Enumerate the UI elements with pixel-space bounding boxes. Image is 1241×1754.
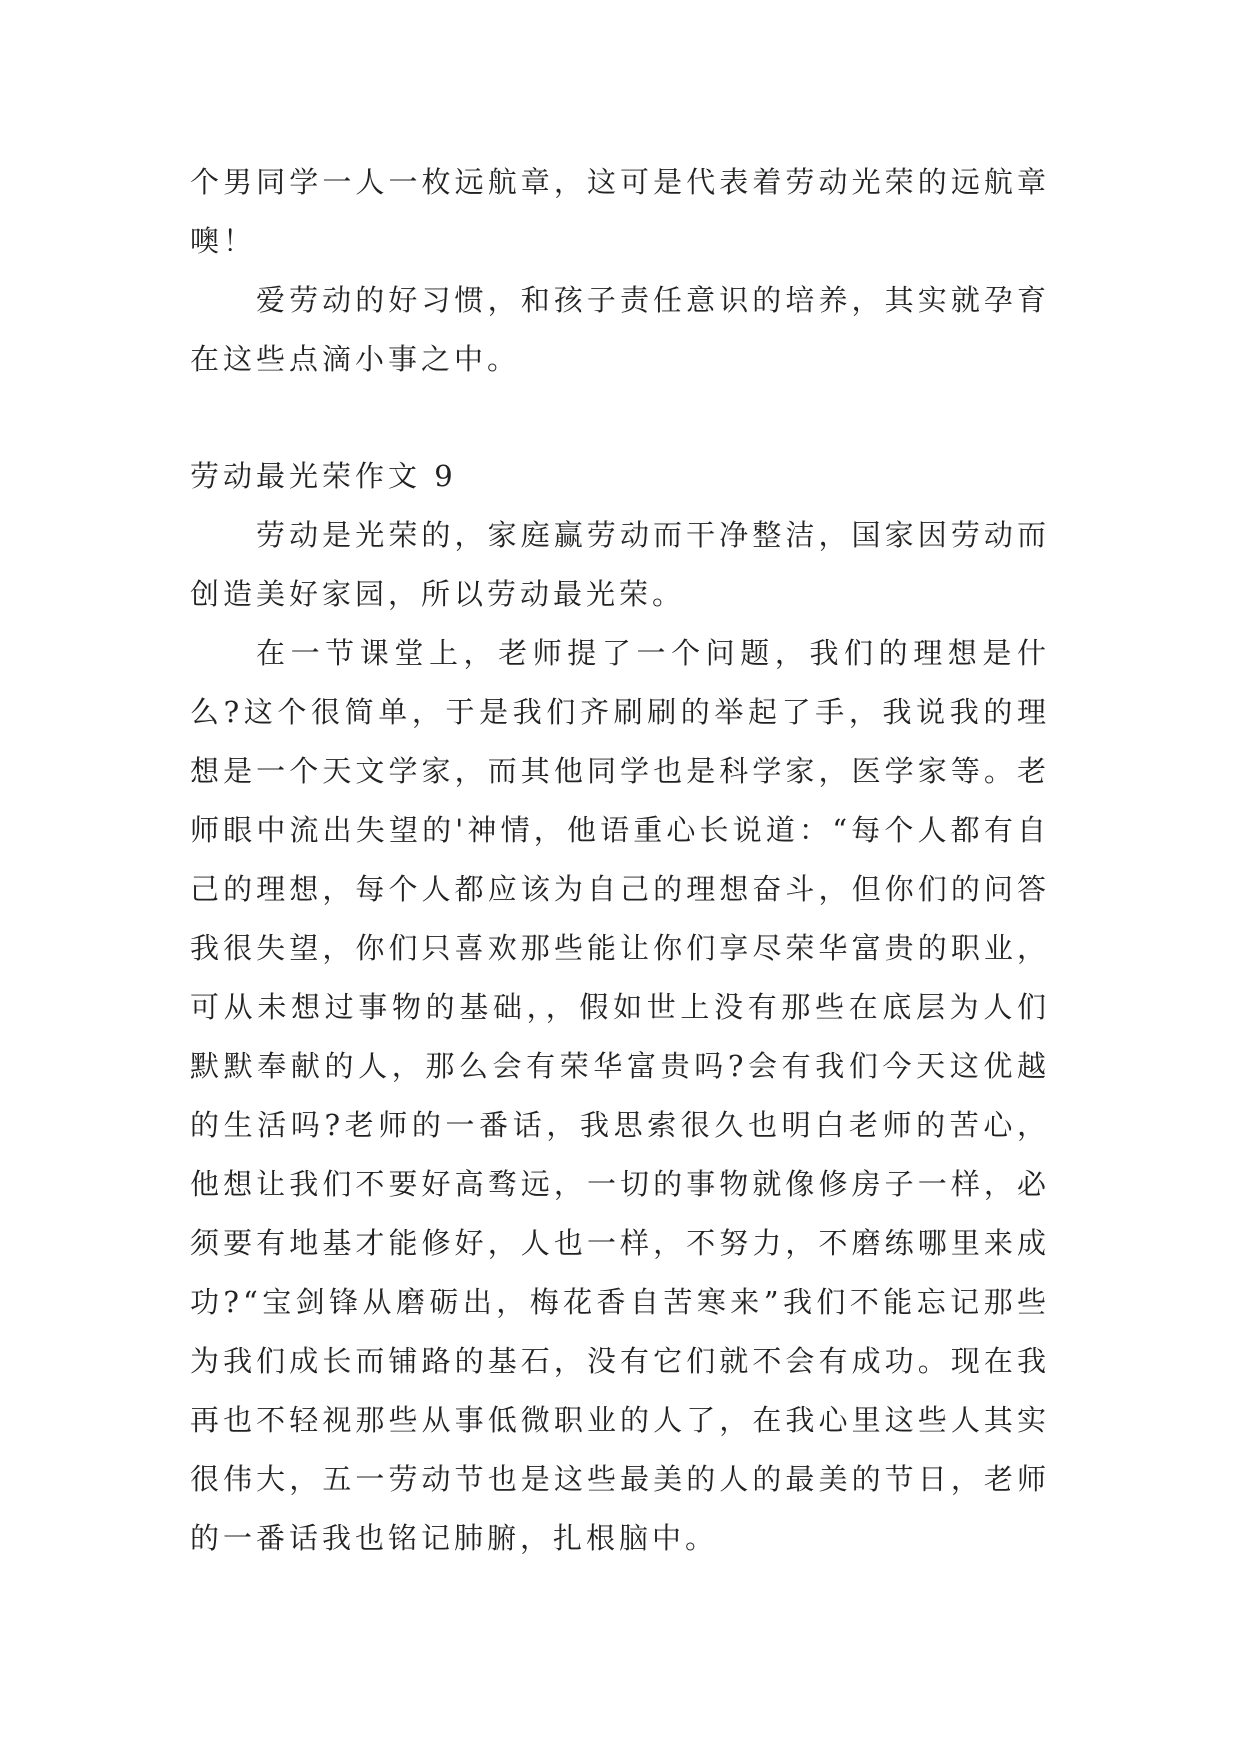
paragraph: 在一节课堂上，老师提了一个问题，我们的理想是什么?这个很简单，于是我们齐刷刷的举起了手，我说我的理想是一个天文学家，而其他同学也是科学家，医学家等。老师眼中流出失望的'神情，他语重心长说道：“每个人都有自己的理想，每个人都应该为自己的理想奋斗，但你们的问答我很失望，你们只喜欢那些能让你们享尽荣华富贵的职业，可从未想过事物的基础，，假如世上没有那些在底层为人们默默奉献的人，那么会有荣华富贵吗?会有我们今天这优越的生活吗?老师的一番话，我思索很久也明白老师的苦心，他想让我们不要好高骛远，一切的事物就像修房子一样，必须要有地基才能修好，人也一样，不努力，不磨练哪里来成功?“宝剑锋从磨砺出，梅花香自苦寒来”我们不能忘记那些为我们成长而铺路的基石，没有它们就不会有成功。现在我再也不轻视那些从事低微职业的人了，在我心里这些人其实很伟大，五一劳动节也是这些最美的人的最美的节日，老师的一番话我也铭记肺腑，扎根脑中。 [190, 636, 1050, 1555]
paragraph-continued: 个男同学一人一枚远航章，这可是代表着劳动光荣的远航章噢！ [190, 165, 1050, 258]
document-body [190, 153, 1050, 1568]
paragraph: 劳动是光荣的，家庭赢劳动而干净整洁，国家因劳动而创造美好家园，所以劳动最光荣。 [190, 518, 1050, 611]
section-title: 劳动最光荣作文 9 [190, 459, 457, 493]
section-spacer [190, 389, 1050, 447]
paragraph: 爱劳动的好习惯，和孩子责任意识的培养，其实就孕育在这些点滴小事之中。 [190, 283, 1050, 376]
